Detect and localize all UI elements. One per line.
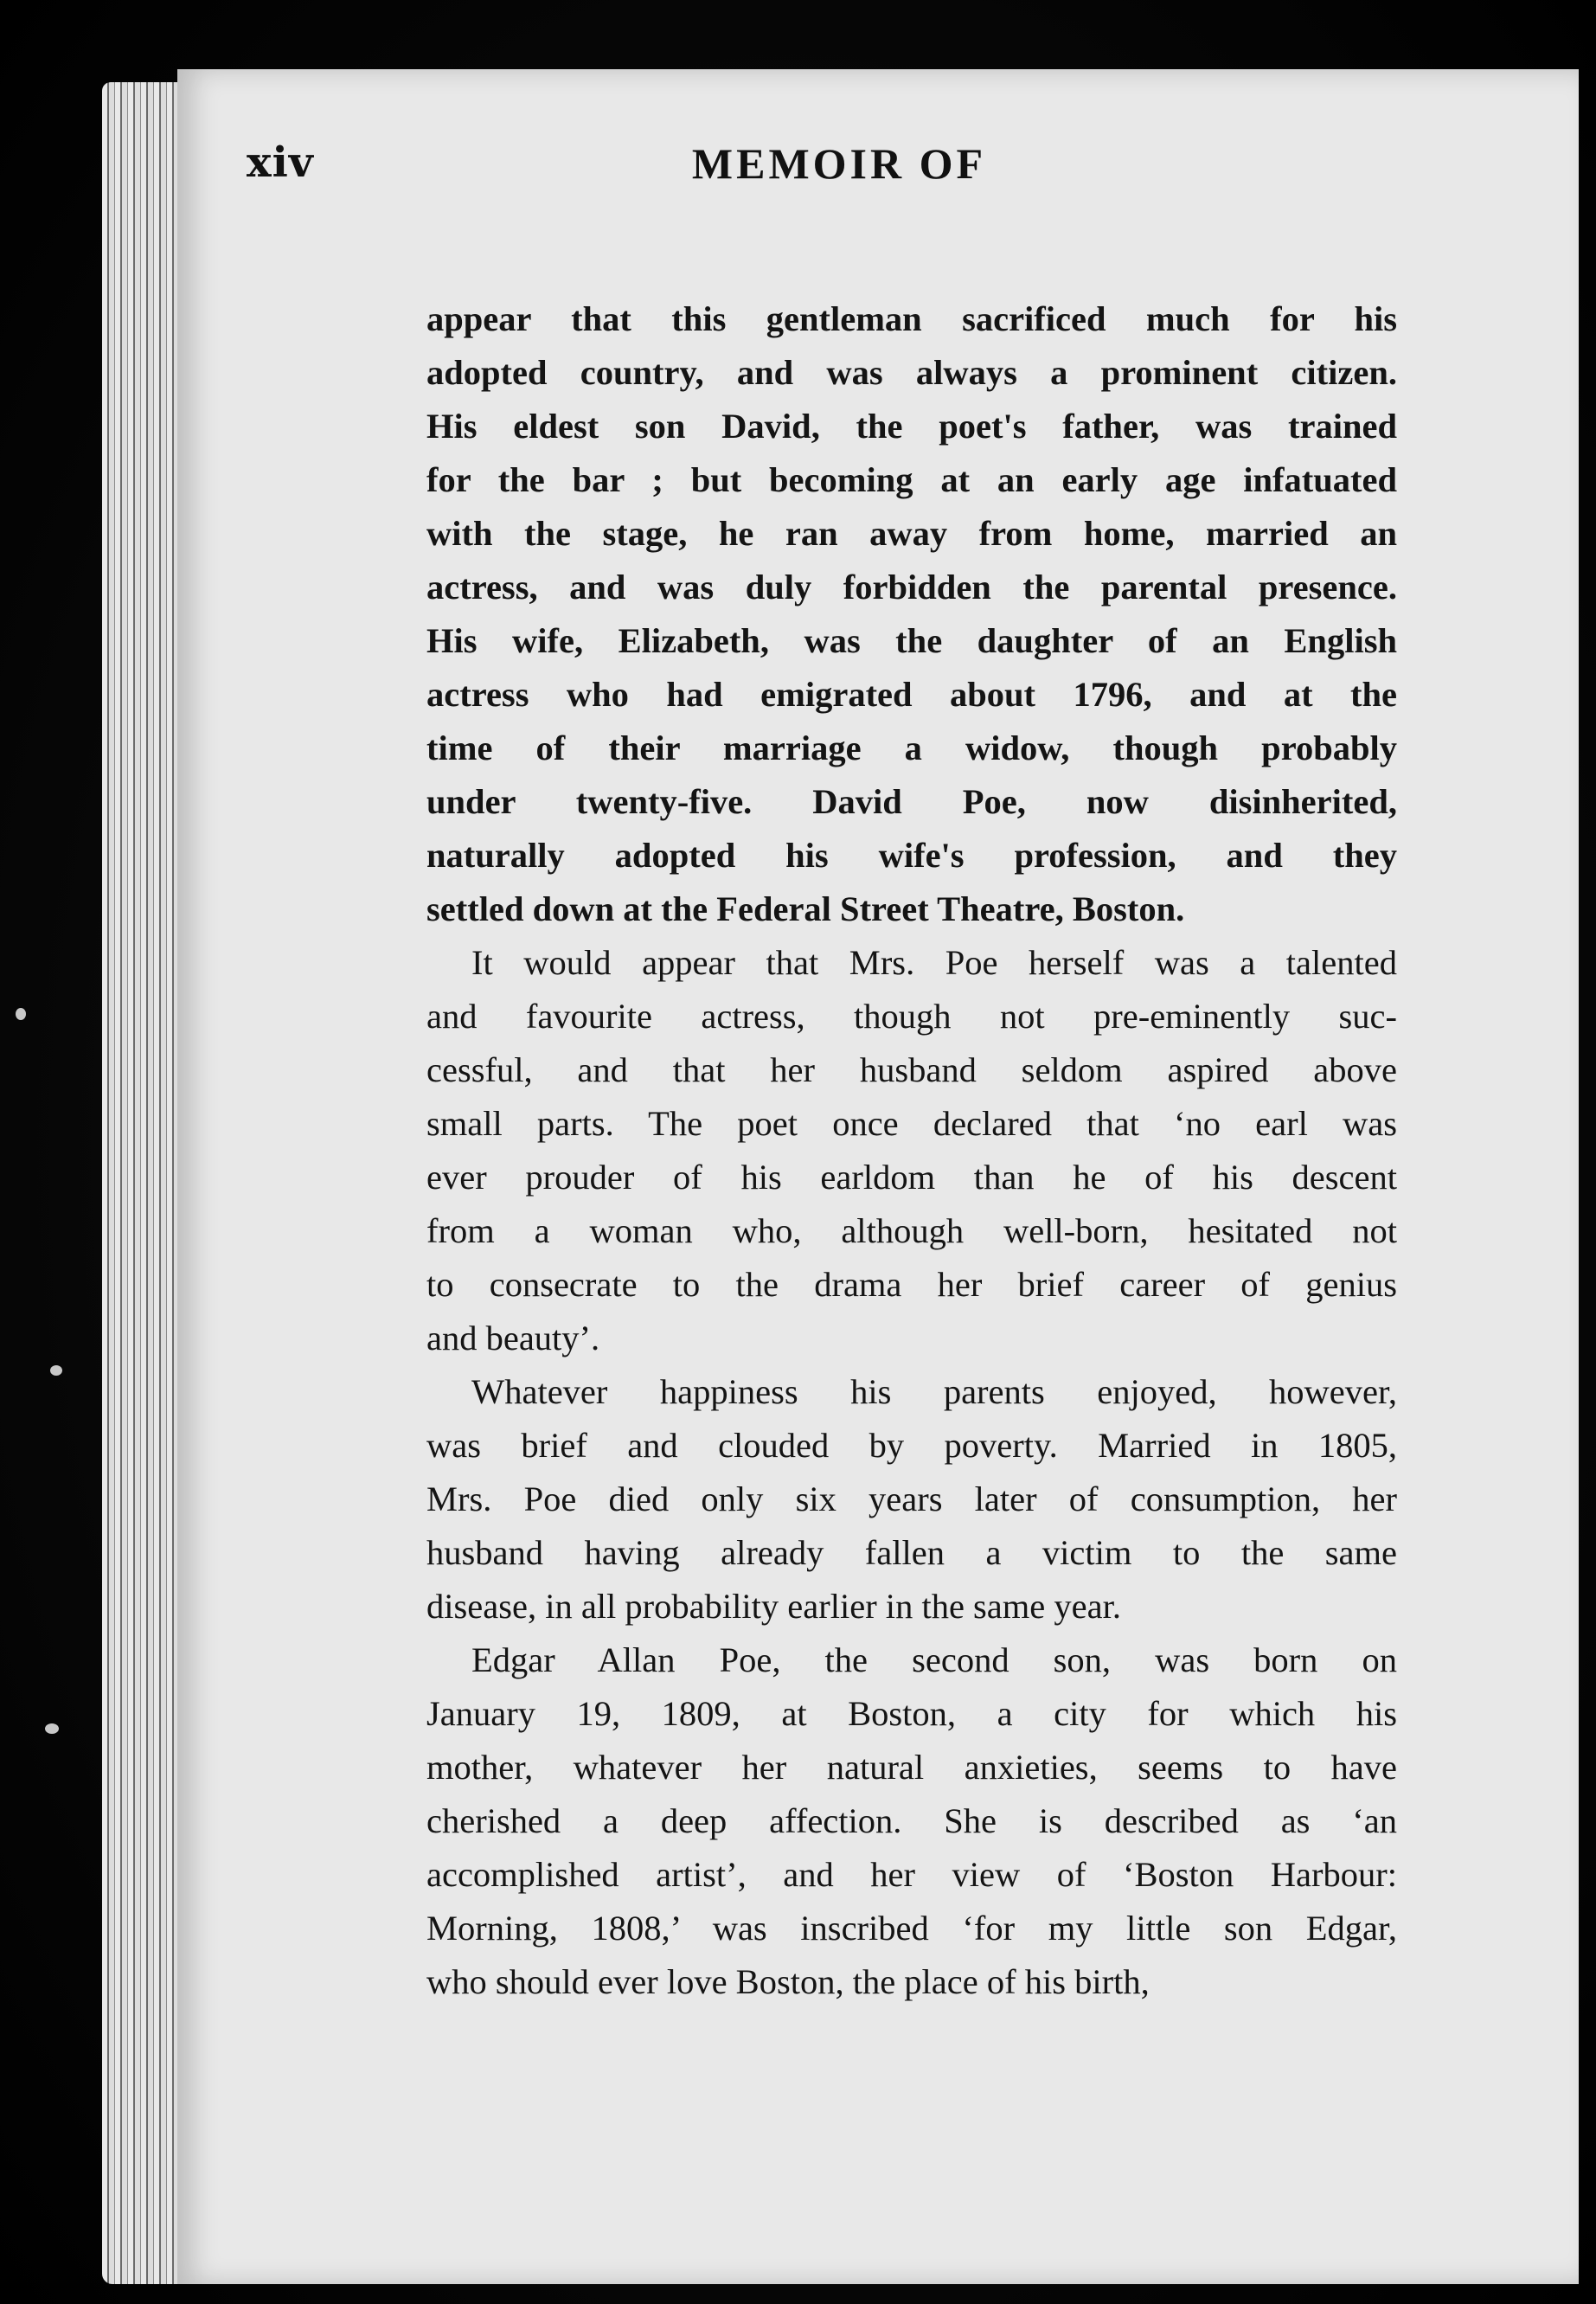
- text-line: Morning, 1808,’ was inscribed ‘for my little son Edgar,: [426, 1909, 1397, 1948]
- page-number: xiv: [247, 138, 314, 187]
- text-line: under twenty-five. David Poe, now disinherited,: [426, 782, 1397, 821]
- paragraph: [426, 1365, 1397, 1633]
- text-line: with the stage, he ran away from home, married an: [426, 514, 1397, 553]
- paragraph: [426, 292, 1397, 936]
- text-line: disease, in all probability earlier in the same year.: [426, 1587, 1121, 1626]
- text-line: accomplished artist’, and her view of ‘Boston Harbour:: [426, 1855, 1397, 1894]
- text-line: appear that this gentleman sacrificed much for his: [426, 299, 1397, 338]
- text-line: for the bar ; but becoming at an early age infatuated: [426, 460, 1397, 499]
- text-line: time of their marriage a widow, though probably: [426, 728, 1397, 767]
- paragraph: [426, 1633, 1397, 2009]
- text-line: naturally adopted his wife's profession, and they: [426, 836, 1397, 875]
- text-line: husband having already fallen a victim to the same: [426, 1533, 1397, 1572]
- scan-speck: [50, 1365, 62, 1376]
- text-line: cherished a deep affection. She is described as ‘an: [426, 1801, 1397, 1840]
- text-line: cessful, and that her husband seldom aspired above: [426, 1050, 1397, 1089]
- body-text: [426, 292, 1397, 2009]
- running-head: [247, 138, 1397, 216]
- text-line: actress who had emigrated about 1796, and at the: [426, 675, 1397, 714]
- text-line: His wife, Elizabeth, was the daughter of an English: [426, 621, 1397, 660]
- text-line: mother, whatever her natural anxieties, seems to have: [426, 1748, 1397, 1787]
- text-line: Whatever happiness his parents enjoyed, however,: [471, 1372, 1397, 1411]
- text-line: from a woman who, although well-born, hesitated not: [426, 1211, 1397, 1250]
- text-line: who should ever love Boston, the place of his birth,: [426, 1962, 1150, 2001]
- text-line: adopted country, and was always a prominent citizen.: [426, 353, 1397, 392]
- text-line: His eldest son David, the poet's father, was trained: [426, 407, 1397, 446]
- text-line: January 19, 1809, at Boston, a city for which his: [426, 1694, 1397, 1733]
- scan-speck: [16, 1008, 26, 1020]
- text-line: and beauty’.: [426, 1319, 600, 1357]
- text-line: actress, and was duly forbidden the parental presence.: [426, 568, 1397, 606]
- text-line: was brief and clouded by poverty. Married in 1805,: [426, 1426, 1397, 1465]
- paragraph: [426, 936, 1397, 1365]
- text-line: Edgar Allan Poe, the second son, was born on: [471, 1640, 1397, 1679]
- text-line: settled down at the Federal Street Theatre, Boston.: [426, 889, 1185, 928]
- scan-speck: [45, 1723, 59, 1734]
- text-line: to consecrate to the drama her brief career of genius: [426, 1265, 1397, 1304]
- text-line: It would appear that Mrs. Poe herself was a talented: [471, 943, 1397, 982]
- text-line: ever prouder of his earldom than he of his descent: [426, 1158, 1397, 1197]
- running-title: MEMOIR OF: [691, 139, 987, 188]
- text-line: small parts. The poet once declared that ‘no earl was: [426, 1104, 1397, 1143]
- text-line: Mrs. Poe died only six years later of consumption, her: [426, 1479, 1397, 1518]
- text-line: and favourite actress, though not pre-eminently suc-: [426, 997, 1397, 1036]
